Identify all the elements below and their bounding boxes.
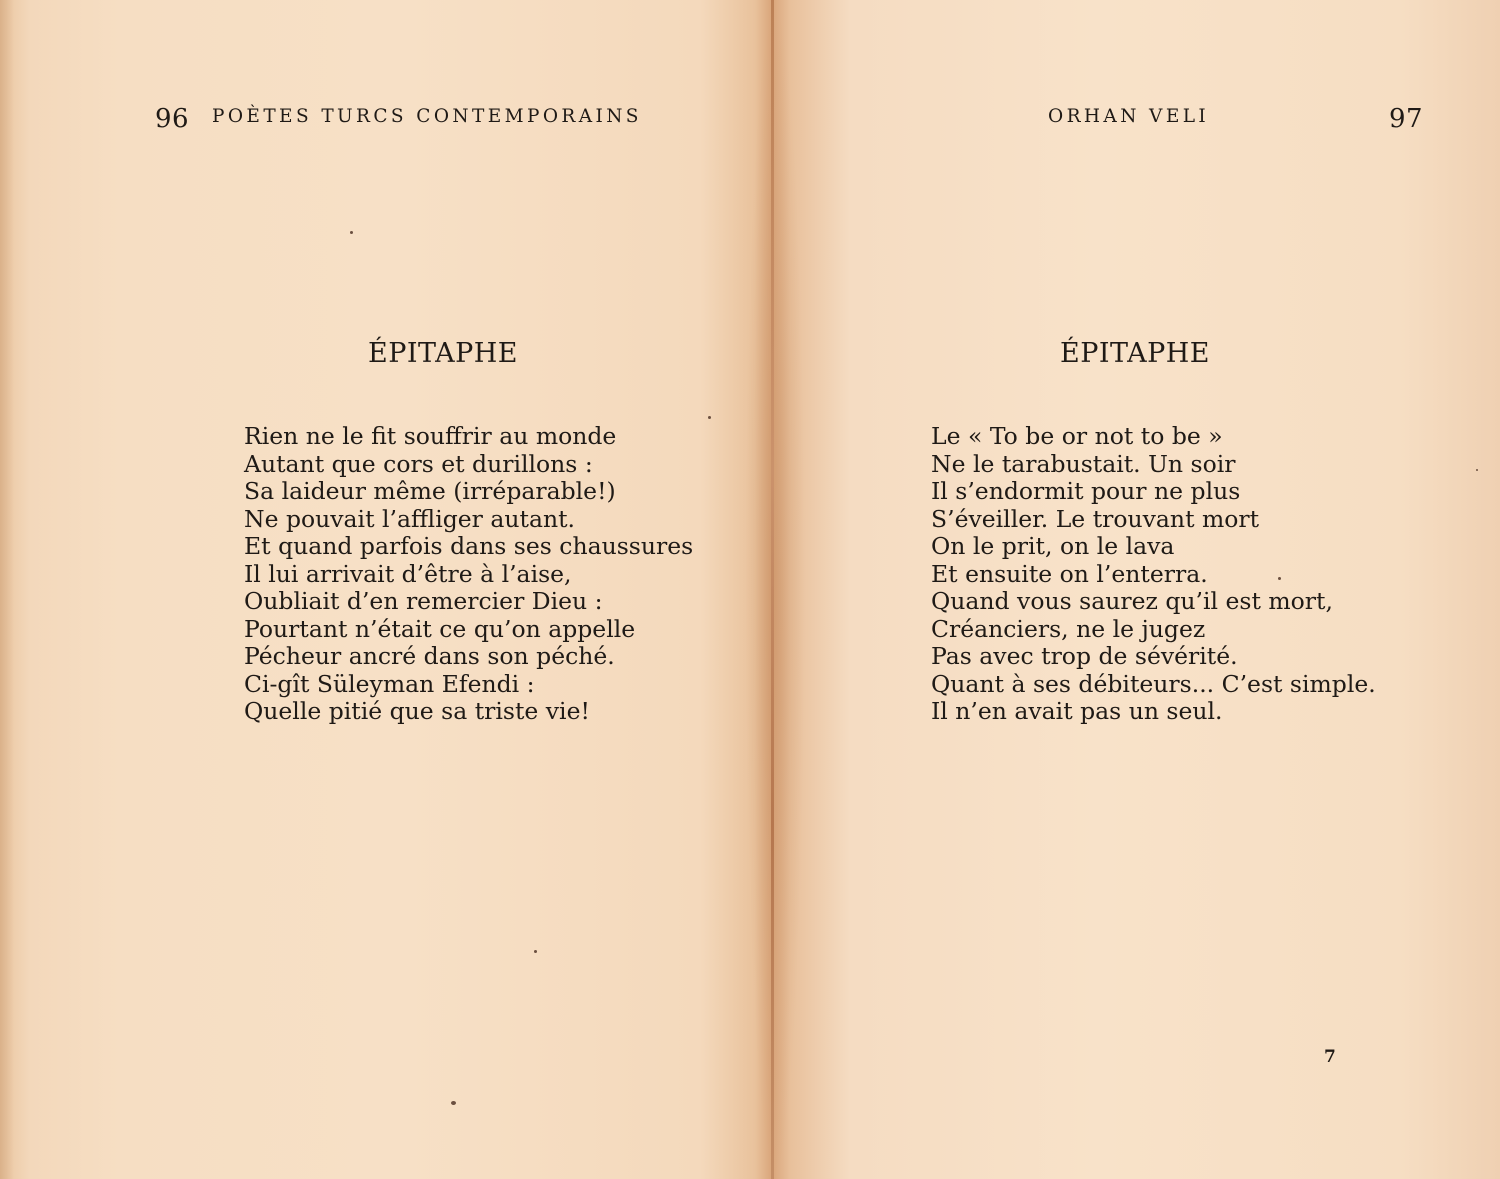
poem-line: Créanciers, ne le jugez xyxy=(931,614,1206,643)
poem-line: Et quand parfois dans ses chaussures xyxy=(244,532,694,560)
right-page xyxy=(776,0,1500,1179)
poem-line: Quant à ses débiteurs... C’est simple. xyxy=(931,669,1376,698)
poem-line: Sa laideur même (irréparable!) xyxy=(244,477,616,505)
poem-line: On le prit, on le lava xyxy=(931,532,1175,560)
poem-title: ÉPITAPHE xyxy=(368,338,518,369)
poem-title: ÉPITAPHE xyxy=(1060,338,1210,369)
poem-line: Oubliait d’en remercier Dieu : xyxy=(244,587,603,615)
poem-line: Pécheur ancré dans son péché. xyxy=(244,642,615,670)
signature-mark: 7 xyxy=(1324,1047,1336,1067)
poem-line: Quand vous saurez qu’il est mort, xyxy=(931,587,1333,615)
poem-line: Rien ne le fit souffrir au monde xyxy=(244,422,617,450)
poem-line: S’éveiller. Le trouvant mort xyxy=(931,504,1260,533)
poem-line: Quelle pitié que sa triste vie! xyxy=(244,697,590,725)
poem-line: Pourtant n’était ce qu’on appelle xyxy=(244,614,636,643)
poem-line: Pas avec trop de sévérité. xyxy=(931,642,1238,670)
poem-line: Il s’endormit pour ne plus xyxy=(931,477,1241,505)
poem-text xyxy=(244,423,693,726)
poem-line: Autant que cors et durillons : xyxy=(244,449,593,478)
poem-text xyxy=(931,423,1376,726)
running-head: ORHAN VELI xyxy=(1048,106,1210,127)
poem-line: Et ensuite on l’enterra. xyxy=(931,559,1208,588)
page-number: 97 xyxy=(1389,104,1424,134)
gutter-fold xyxy=(771,0,774,1179)
poem-line: Ne pouvait l’affliger autant. xyxy=(244,504,576,533)
poem-line: Ne le tarabustait. Un soir xyxy=(931,449,1236,478)
poem-line: Le « To be or not to be » xyxy=(931,422,1223,450)
page-number: 96 xyxy=(155,104,190,134)
poem-line: Ci-gît Süleyman Efendi : xyxy=(244,669,535,698)
poem-line: Il lui arrivait d’être à l’aise, xyxy=(244,559,572,588)
poem-line: Il n’en avait pas un seul. xyxy=(931,697,1223,725)
running-head: POÈTES TURCS CONTEMPORAINS xyxy=(212,106,642,127)
